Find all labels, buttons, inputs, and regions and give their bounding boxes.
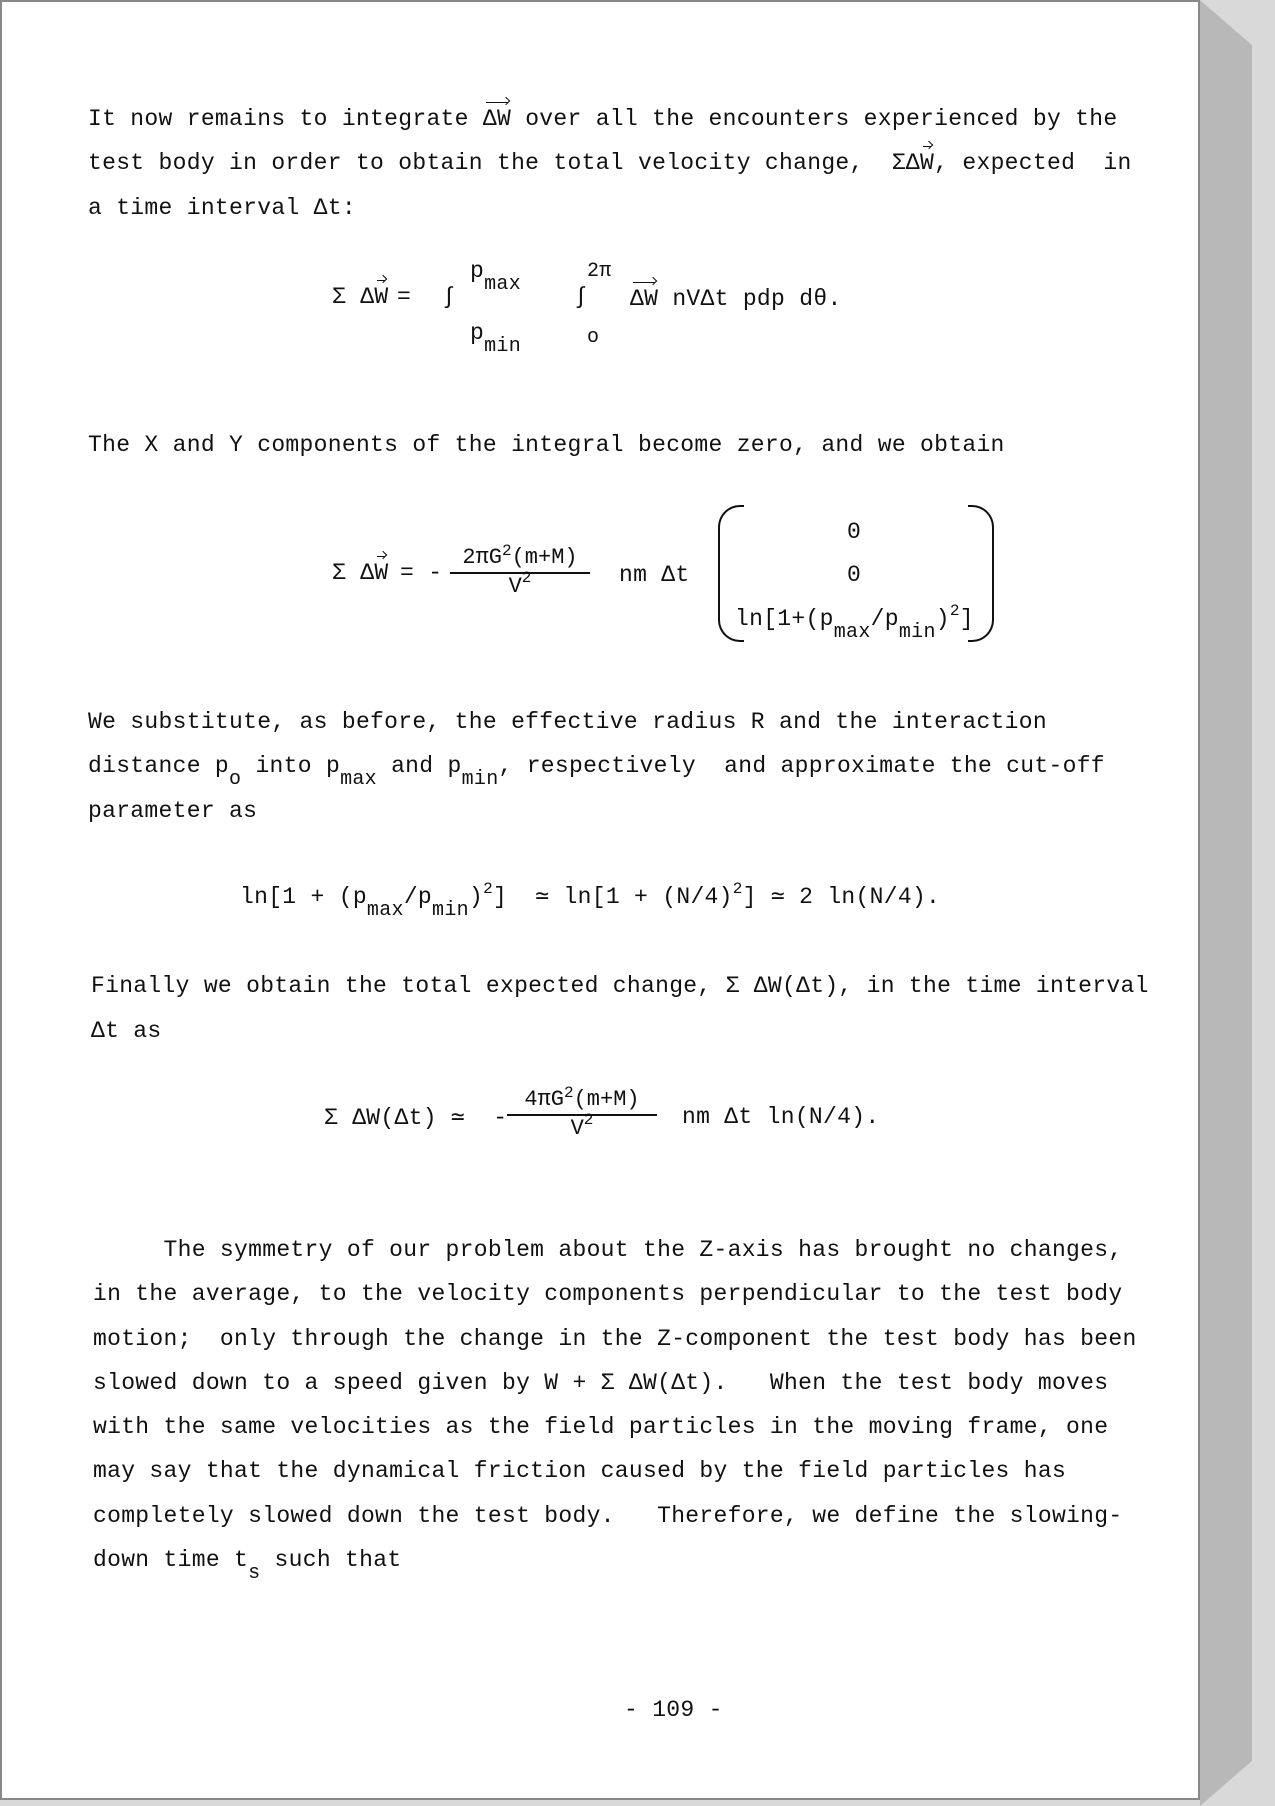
text-line: slowed down to a speed given by W + Σ ΔW(Δt). When the test body moves [93, 1370, 1109, 1396]
text-line: may say that the dynamical friction caused by the field particles has [93, 1458, 1067, 1484]
text-line: It now remains to integrate ΔW over all the encounters experienced by the [88, 106, 1118, 132]
page-number: - 109 - [624, 1697, 723, 1723]
text-line: with the same velocities as the field particles in the moving frame, one [93, 1414, 1109, 1440]
text-line: parameter as [88, 798, 258, 824]
text-line: test body in order to obtain the total velocity change, ΣΔW, expected in [88, 150, 1132, 176]
text-line: motion; only through the change in the Z-component the test body has been [93, 1326, 1137, 1352]
page-edge-shadow [1200, 0, 1252, 1806]
vector-symbol: ΔW [482, 106, 512, 132]
fraction: $\frac{4\pi G^2(m+M)}{V^2}$ [507, 1087, 657, 1141]
text-line: We substitute, as before, the effective radius R and the interaction [88, 709, 1047, 735]
text-line: in the average, to the velocity components perpendicular to the test body [93, 1281, 1123, 1307]
text-line: Δt as [91, 1018, 162, 1044]
text-line: The X and Y components of the integral become zero, and we obtain [88, 432, 1005, 458]
text-line: a time interval Δt: [88, 195, 356, 221]
text-line: The symmetry of our problem about the Z-axis has brought no changes, [93, 1237, 1123, 1263]
text-line: distance po into pmax and pmin, respectively and approximate the cut-off [88, 753, 1105, 791]
text-line: completely slowed down the test body. Therefore, we define the slowing- [93, 1503, 1123, 1529]
equation-cutoff: $\ln[1 + (pmax/pmin)^2]$ ≃ $\ln[1 + (N/4)^2]$ ≃ 2 ln(N/4). [240, 880, 941, 922]
document-page: It now remains to integrate ΔW over all the encounters experienced by the test body in order to obtain the total velocity change, ΣΔW, expected in a time interval Δt: Σ ΔW = ∫ pmax pmin ∫ 2π o ΔW nVΔt pdp dθ. The X and Y components of the integral become zero, and we obtain Σ ΔW = - $\frac{2\pi G^2(m+M)}{V^2}$ nm Δt 0 0 $\ln[1+(pmax/pmin)^2]$ We substitute, as before, the effective radius R and the interaction distance po into pmax and pmin, respectively and approximate the cut-off parameter as $\ln[1 + (pmax/pmin)^2]$ ≃ $\ln[1 + (N/4)^2]$ ≃ 2 ln(N/4). Finally we obtain the total expected change, Σ ΔW(Δt), in the time interval Δt as Σ ΔW(Δt) ≃ - $\frac{4\pi G^2(m+M)}{V^2}$ nm Δt ln(N/4). The symmetry of our problem about the Z-axis has brought no changes, in the average, to the velocity components perpendicular to the test body motion; only through the change in the Z-component the test body has been slowed down to a speed given by W + Σ ΔW(Δt). When the test body moves with the same velocities as the field particles in the moving frame, one may say that the dynamical friction caused by the field particles has completely slowed down the test body. Therefore, we define the slowing- down time ts such that - 109 - [0, 0, 1200, 1800]
text-line: down time ts such that [93, 1547, 402, 1585]
vector-symbol: W [920, 150, 935, 176]
integral-sign: ∫ [442, 284, 457, 310]
text-line: Finally we obtain the total expected change, Σ ΔW(Δt), in the time interval [91, 973, 1149, 999]
fraction: $\frac{2\pi G^2(m+M)}{V^2}$ [450, 545, 590, 599]
integral-sign: ∫ [574, 284, 589, 310]
